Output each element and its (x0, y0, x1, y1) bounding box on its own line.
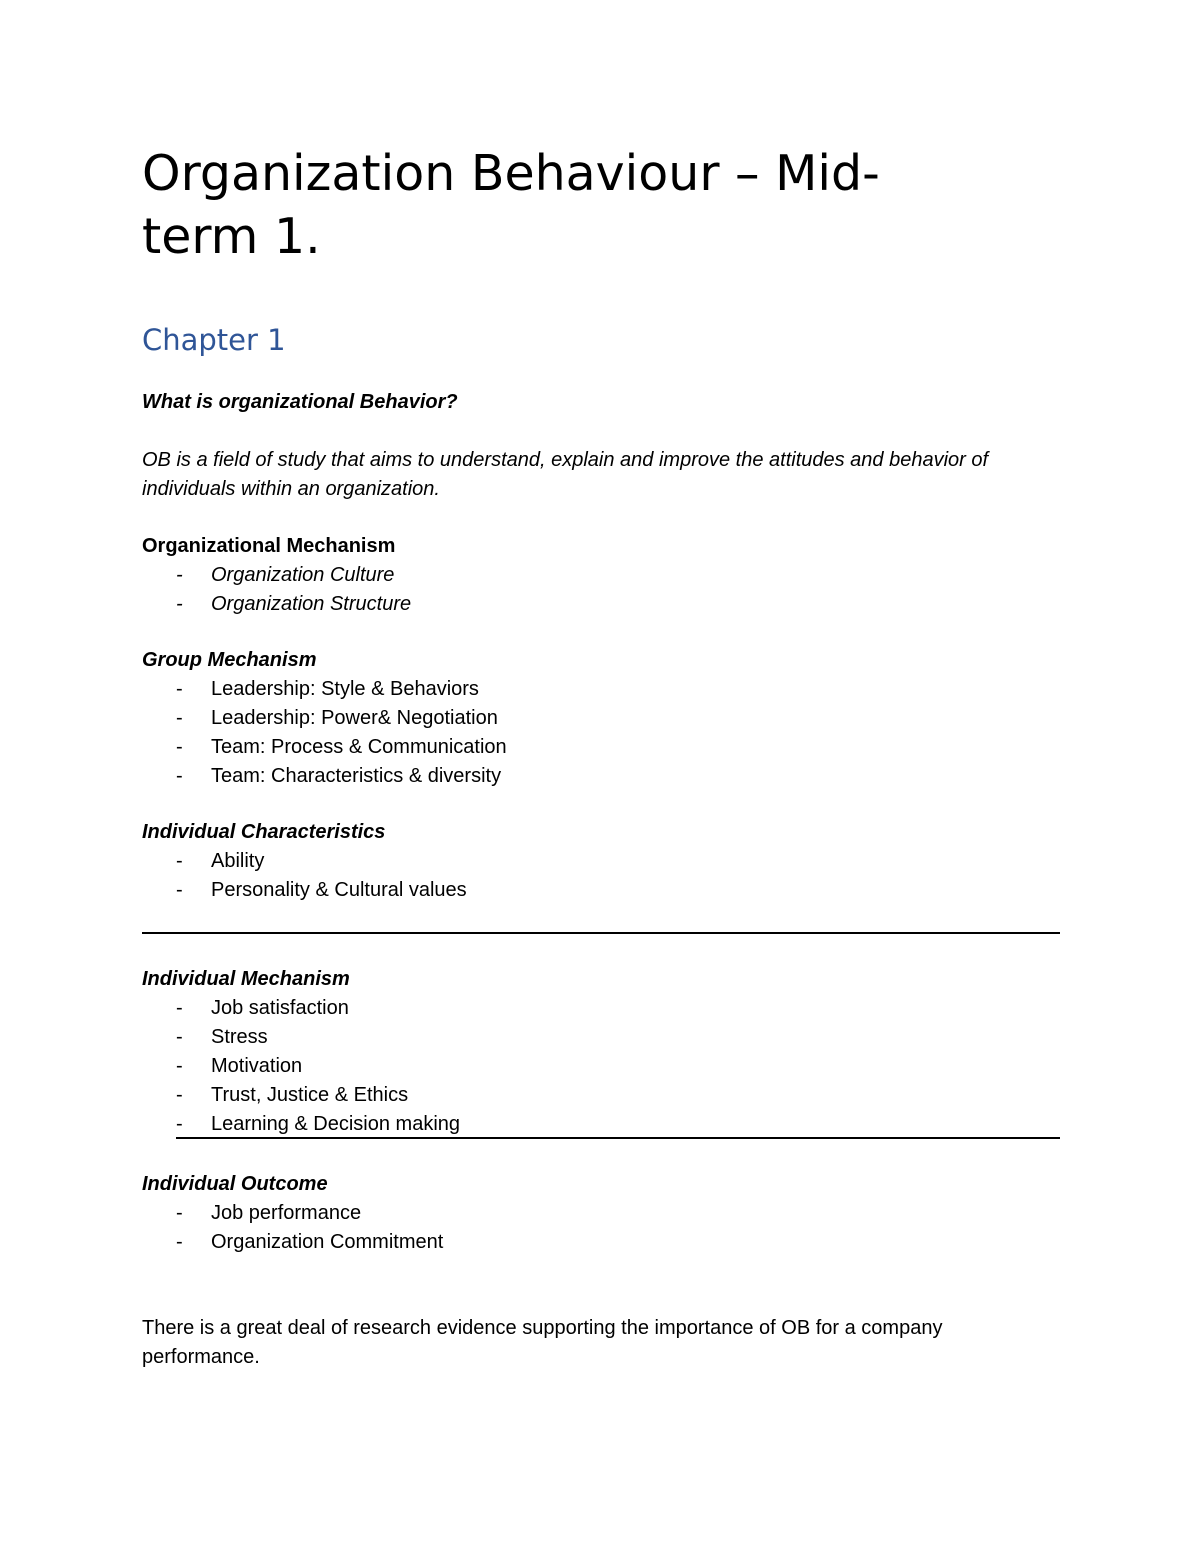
dash-bullet: - (176, 1084, 183, 1106)
list-item-label: Organization Structure (211, 593, 412, 615)
dash-bullet: - (176, 1231, 183, 1253)
list-item (142, 590, 411, 619)
list-item (142, 1110, 460, 1139)
list-item-label: Job performance (211, 1202, 362, 1224)
dash-bullet: - (176, 879, 183, 901)
list-item-label: Leadership: Power& Negotiation (211, 707, 498, 729)
dash-bullet: - (176, 707, 183, 729)
closing-paragraph: There is a great deal of research evidence supporting the importance of OB for a company performance. (142, 1317, 943, 1368)
group-mechanism-list (142, 675, 507, 791)
dash-bullet: - (176, 736, 183, 758)
section-heading-individual-characteristics: Individual Characteristics (142, 821, 386, 843)
dash-bullet: - (176, 997, 183, 1019)
dash-bullet: - (176, 564, 183, 586)
individual-mechanism-list (142, 994, 460, 1139)
list-item-label: Trust, Justice & Ethics (211, 1084, 409, 1106)
individual-characteristics-list (142, 847, 467, 905)
dash-bullet: - (176, 1026, 183, 1048)
section-heading-group-mechanism: Group Mechanism (142, 649, 317, 671)
list-item (142, 994, 460, 1023)
document-page (142, 0, 1060, 1553)
chapter-heading: Chapter 1 (142, 323, 286, 357)
dash-bullet: - (176, 1202, 183, 1224)
document-title (142, 142, 1042, 268)
individual-outcome-list (142, 1199, 443, 1257)
document-title-line2: term 1. (142, 208, 321, 265)
dash-bullet: - (176, 593, 183, 615)
list-item-label: Job satisfaction (211, 997, 349, 1019)
list-item (142, 561, 411, 590)
list-item-label: Organization Commitment (211, 1231, 444, 1253)
document-title-line1: Organization Behaviour – Mid- (142, 145, 880, 202)
list-item (142, 1052, 460, 1081)
section-heading-individual-mechanism: Individual Mechanism (142, 968, 350, 990)
list-item-label: Learning & Decision making (211, 1113, 461, 1135)
section-heading-organizational-mechanism: Organizational Mechanism (142, 535, 396, 557)
list-item (142, 1023, 460, 1052)
dash-bullet: - (176, 1055, 183, 1077)
list-item (142, 876, 467, 905)
list-item (142, 847, 467, 876)
list-item (142, 1199, 443, 1228)
list-item-label: Ability (211, 850, 265, 872)
list-item-label: Stress (211, 1026, 268, 1048)
dash-bullet: - (176, 850, 183, 872)
list-item-label: Team: Characteristics & diversity (211, 765, 502, 787)
list-item-label: Leadership: Style & Behaviors (211, 678, 479, 700)
horizontal-rule (176, 1137, 1060, 1139)
list-item (142, 1228, 443, 1257)
organizational-mechanism-list (142, 561, 411, 619)
horizontal-rule (142, 932, 1060, 934)
list-item-label: Personality & Cultural values (211, 879, 467, 901)
section-heading-individual-outcome: Individual Outcome (142, 1173, 328, 1195)
list-item (142, 704, 507, 733)
definition-paragraph: OB is a field of study that aims to understand, explain and improve the attitudes and behavior of individuals within an organization. (142, 449, 989, 500)
list-item (142, 762, 507, 791)
dash-bullet: - (176, 1113, 183, 1135)
list-item-label: Organization Culture (211, 564, 395, 586)
dash-bullet: - (176, 678, 183, 700)
list-item-label: Team: Process & Communication (211, 736, 507, 758)
list-item (142, 733, 507, 762)
list-item (142, 1081, 460, 1110)
question-heading: What is organizational Behavior? (142, 391, 458, 413)
dash-bullet: - (176, 765, 183, 787)
list-item-label: Motivation (211, 1055, 303, 1077)
list-item (142, 675, 507, 704)
